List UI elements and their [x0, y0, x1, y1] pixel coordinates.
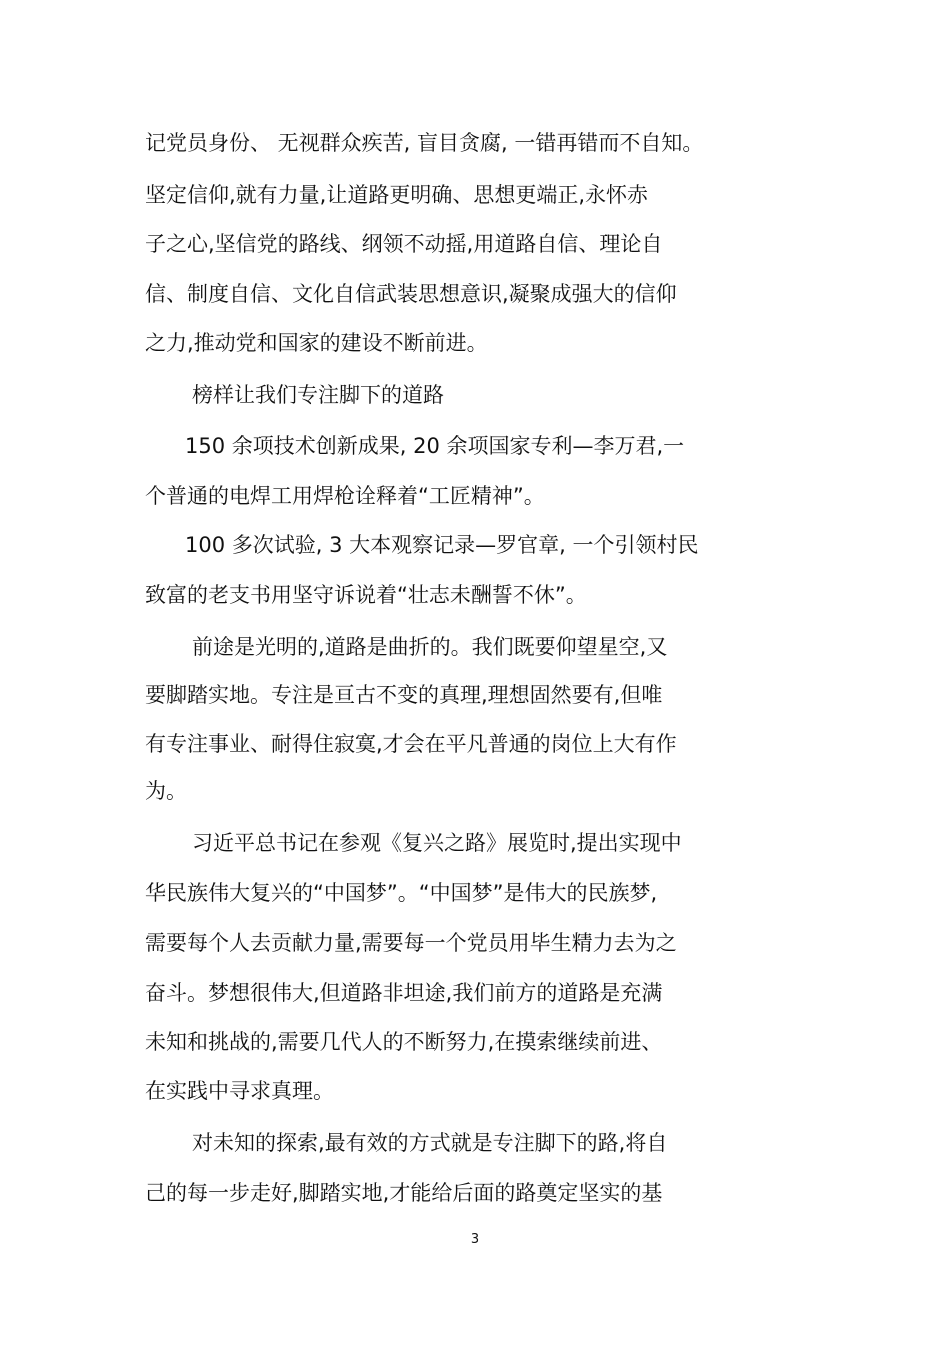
- text-line: 前途是光明的,道路是曲折的。我们既要仰望星空,又: [192, 635, 668, 659]
- text-line: 己的每一步走好,脚踏实地,才能给后面的路奠定坚实的基: [145, 1181, 663, 1205]
- text-line: 信、制度自信、文化自信武装思想意识,凝聚成强大的信仰: [145, 282, 677, 306]
- text-line: 之力,推动党和国家的建设不断前进。: [145, 331, 488, 355]
- text-line: 未知和挑战的,需要几代人的不断努力,在摸索继续前进、: [145, 1030, 663, 1054]
- text-line: 有专注事业、耐得住寂寞,才会在平凡普通的岗位上大有作: [145, 732, 677, 756]
- text-line: 在实践中寻求真理。: [145, 1079, 334, 1103]
- text-line: 个普通的电焊工用焊枪诠释着“工匠精神”。: [145, 484, 545, 508]
- text-line: 要脚踏实地。专注是亘古不变的真理,理想固然要有,但唯: [145, 683, 663, 707]
- text-line: 记党员身份、 无视群众疾苦, 盲目贪腐, 一错再错而不自知。: [145, 131, 704, 155]
- text-line: 100 多次试验, 3 大本观察记录—罗官章, 一个引领村民: [185, 533, 699, 557]
- text-line: 150 余项技术创新成果, 20 余项国家专利—李万君,一: [185, 434, 685, 458]
- text-line: 华民族伟大复兴的“中国梦”。“中国梦”是伟大的民族梦,: [145, 881, 658, 905]
- text-line: 子之心,坚信党的路线、纲领不动摇,用道路自信、理论自: [145, 232, 663, 256]
- text-line: 坚定信仰,就有力量,让道路更明确、思想更端正,永怀赤: [145, 183, 649, 207]
- text-line: 奋斗。梦想很伟大,但道路非坦途,我们前方的道路是充满: [145, 981, 663, 1005]
- text-line: 需要每个人去贡献力量,需要每一个党员用毕生精力去为之: [145, 931, 677, 955]
- text-line: 致富的老支书用坚守诉说着“壮志未酬誓不休”。: [145, 583, 587, 607]
- text-line: 习近平总书记在参观《复兴之路》展览时,提出实现中: [192, 831, 682, 855]
- text-line: 对未知的探索,最有效的方式就是专注脚下的路,将自: [192, 1131, 668, 1155]
- text-line: 为。: [145, 779, 187, 803]
- section-heading: 榜样让我们专注脚下的道路: [192, 383, 444, 407]
- page-number: 3: [470, 1232, 480, 1247]
